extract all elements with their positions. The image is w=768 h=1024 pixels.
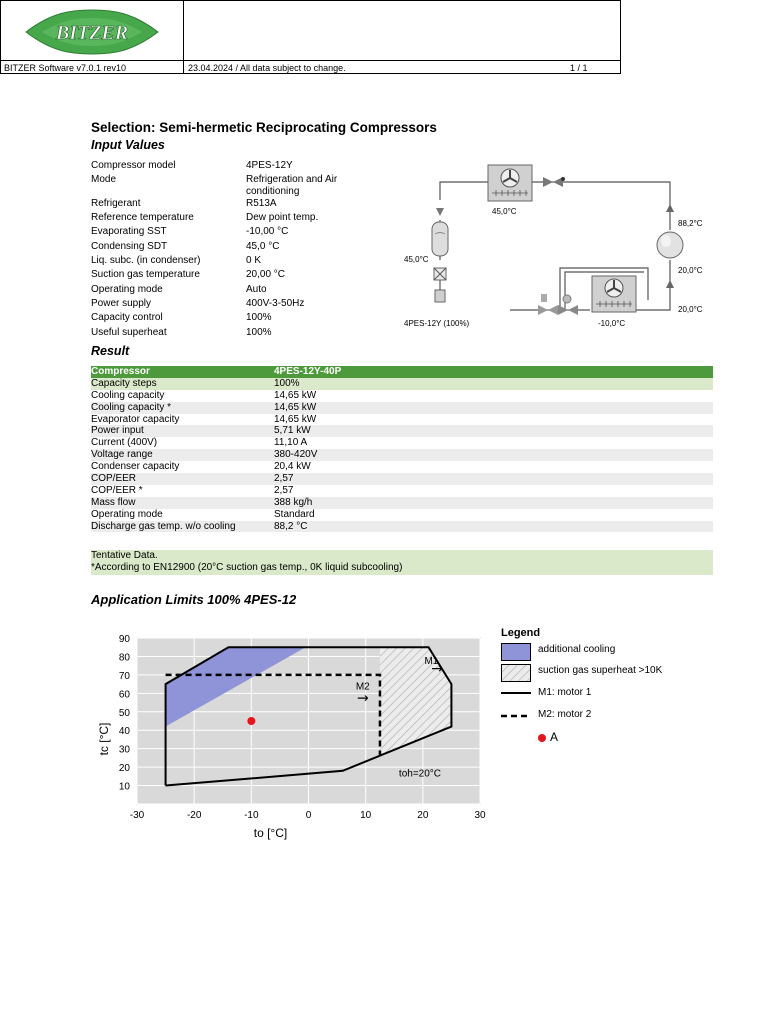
x-tick-label: 0	[305, 810, 312, 821]
table-row	[91, 449, 713, 461]
input-value: 20,00 °C	[246, 269, 286, 280]
discharge-temp-label: 88,2°C	[678, 219, 703, 228]
input-label: Power supply	[91, 298, 152, 309]
input-label: Suction gas temperature	[91, 269, 200, 280]
x-tick-label: -10	[244, 810, 259, 821]
table-row	[91, 497, 713, 509]
y-tick-label: 10	[118, 781, 130, 793]
table-row	[91, 390, 713, 402]
result-value: 20,4 kW	[274, 461, 311, 473]
result-label: Compressor	[91, 366, 150, 377]
input-label: Capacity control	[91, 312, 163, 323]
input-value: Auto	[246, 284, 267, 295]
y-axis-label: tc [°C]	[97, 722, 111, 756]
flow-arrow-icon	[666, 204, 674, 212]
arrow-right-icon: →	[431, 661, 443, 678]
evaporator-unit-icon	[592, 276, 636, 312]
date-note: 23.04.2024 / All data subject to change.	[188, 63, 346, 73]
result-label: COP/EER *	[91, 484, 143, 496]
input-label: Refrigerant	[91, 198, 141, 209]
table-row	[91, 461, 713, 473]
input-label: Compressor model	[91, 160, 176, 171]
x-tick-label: 20	[417, 810, 429, 821]
result-value: 2,57	[274, 473, 294, 485]
table-row	[91, 425, 713, 437]
flow-arrow-icon	[666, 280, 674, 288]
legend-label: M1: motor 1	[538, 687, 592, 698]
table-row	[91, 378, 713, 390]
result-label: COP/EER	[91, 473, 137, 485]
input-value: 100%	[246, 312, 272, 323]
compressor-icon	[657, 232, 683, 258]
y-tick-label: 80	[118, 652, 130, 664]
y-tick-label: 60	[118, 689, 130, 701]
legend-label: additional cooling	[538, 644, 616, 655]
y-tick-label: 50	[118, 707, 130, 719]
refrigeration-circuit-diagram	[400, 160, 712, 336]
y-tick-label: 20	[118, 763, 130, 775]
input-label: Operating mode	[91, 284, 163, 295]
legend-label: M2: motor 2	[538, 709, 592, 720]
input-label: Condensing SDT	[91, 241, 168, 252]
table-row	[91, 509, 713, 521]
result-label: Operating mode	[91, 508, 163, 520]
application-limits-chart	[80, 625, 500, 845]
result-value: 14,65 kW	[274, 401, 317, 413]
condenser-unit-icon	[488, 165, 532, 201]
result-value: Standard	[274, 508, 315, 520]
page-title: Selection: Semi-hermetic Reciprocating Compressors	[91, 120, 437, 135]
tentative-note-box	[91, 550, 713, 575]
table-row	[91, 414, 713, 426]
legend-line-motor1	[501, 688, 531, 698]
legend-point-a	[536, 732, 548, 744]
bitzer-logo	[22, 6, 162, 56]
result-label: Cooling capacity *	[91, 401, 172, 413]
legend-title: Legend	[501, 627, 541, 639]
suction-temp-label-2: 20,0°C	[678, 305, 703, 314]
result-header-row	[91, 366, 713, 378]
x-tick-label: 30	[474, 810, 486, 821]
input-values-heading: Input Values	[91, 138, 165, 152]
input-label: Reference temperature	[91, 212, 194, 223]
y-tick-label: 70	[118, 670, 130, 682]
table-row	[91, 473, 713, 485]
table-row	[91, 437, 713, 449]
chart-annotation: M1	[424, 655, 439, 667]
result-value: 2,57	[274, 484, 294, 496]
input-label: Useful superheat	[91, 327, 167, 338]
result-value: 4PES-12Y-40P	[274, 366, 342, 377]
result-label: Evaporator capacity	[91, 413, 180, 425]
legend-swatch-superheat	[501, 664, 531, 682]
result-value: 88,2 °C	[274, 520, 308, 532]
result-label: Mass flow	[91, 496, 136, 508]
result-label: Current (400V)	[91, 437, 158, 449]
input-value: 45,0 °C	[246, 241, 280, 252]
evaporator-temp-label: -10,0°C	[598, 319, 626, 328]
chart-title: Application Limits 100% 4PES-12	[91, 592, 297, 607]
legend-swatch-additional-cooling	[501, 643, 531, 661]
x-axis-label: to [°C]	[253, 826, 288, 840]
result-label: Cooling capacity	[91, 389, 165, 401]
input-value: Refrigeration and Air conditioning	[246, 174, 338, 197]
input-label: Mode	[91, 174, 117, 185]
table-row	[91, 485, 713, 497]
result-value: 388 kg/h	[274, 496, 313, 508]
result-heading: Result	[91, 344, 130, 358]
y-tick-label: 90	[118, 634, 130, 645]
result-label: Voltage range	[91, 449, 153, 461]
software-version: BITZER Software v7.0.1 rev10	[4, 63, 127, 73]
input-value: 100%	[246, 327, 272, 338]
result-label: Power input	[91, 425, 144, 437]
chart-annotation: toh=20°C	[398, 768, 442, 780]
legend-label: suction gas superheat >10K	[538, 665, 663, 676]
result-label: Capacity steps	[91, 377, 157, 389]
result-label: Discharge gas temp. w/o cooling	[91, 520, 236, 532]
input-label: Liq. subc. (in condenser)	[91, 255, 201, 266]
arrow-right-icon: →	[356, 690, 369, 707]
input-value: 4PES-12Y	[246, 160, 293, 171]
x-tick-label: 10	[360, 810, 372, 821]
result-value: 11,10 A	[274, 437, 308, 449]
result-value: 14,65 kW	[274, 413, 317, 425]
input-value: 0 K	[246, 255, 262, 266]
input-value: R513A	[246, 198, 277, 209]
legend-line-motor2	[501, 711, 531, 721]
result-value: 14,65 kW	[274, 389, 317, 401]
result-value: 380-420V	[274, 449, 318, 461]
flow-arrow-icon	[436, 208, 444, 216]
liquid-temp-label: 45,0°C	[404, 255, 429, 264]
input-value: 400V-3-50Hz	[246, 298, 305, 309]
y-tick-label: 40	[118, 726, 130, 738]
standard-note: *According to EN12900 (20°C suction gas temp., 0K liquid subcooling)	[91, 562, 403, 573]
condenser-temp-label: 45,0°C	[492, 207, 517, 216]
x-tick-label: -30	[129, 810, 145, 821]
chart-annotation: M2	[355, 681, 370, 693]
operating-point-a	[247, 717, 255, 725]
check-valve-icon	[543, 177, 565, 187]
page-number: 1 / 1	[570, 63, 588, 73]
input-value: -10,00 °C	[246, 226, 289, 237]
model-label: 4PES-12Y (100%)	[404, 319, 470, 328]
input-value: Dew point temp.	[246, 212, 319, 223]
result-value: 100%	[274, 377, 300, 389]
y-tick-label: 30	[118, 744, 130, 756]
result-value: 5,71 kW	[274, 425, 311, 437]
table-row	[91, 521, 713, 533]
table-row	[91, 402, 713, 414]
tentative-note: Tentative Data.	[91, 550, 158, 561]
receiver-icon	[432, 222, 448, 256]
document-header	[0, 0, 621, 74]
result-table	[91, 366, 713, 532]
expansion-valve-icon	[538, 294, 578, 315]
result-label: Condenser capacity	[91, 461, 180, 473]
x-tick-label: -20	[186, 810, 202, 821]
input-label: Evaporating SST	[91, 226, 167, 237]
suction-temp-label-1: 20,0°C	[678, 266, 703, 275]
logo-text: BITZER	[55, 22, 129, 44]
legend-label: A	[550, 730, 559, 744]
